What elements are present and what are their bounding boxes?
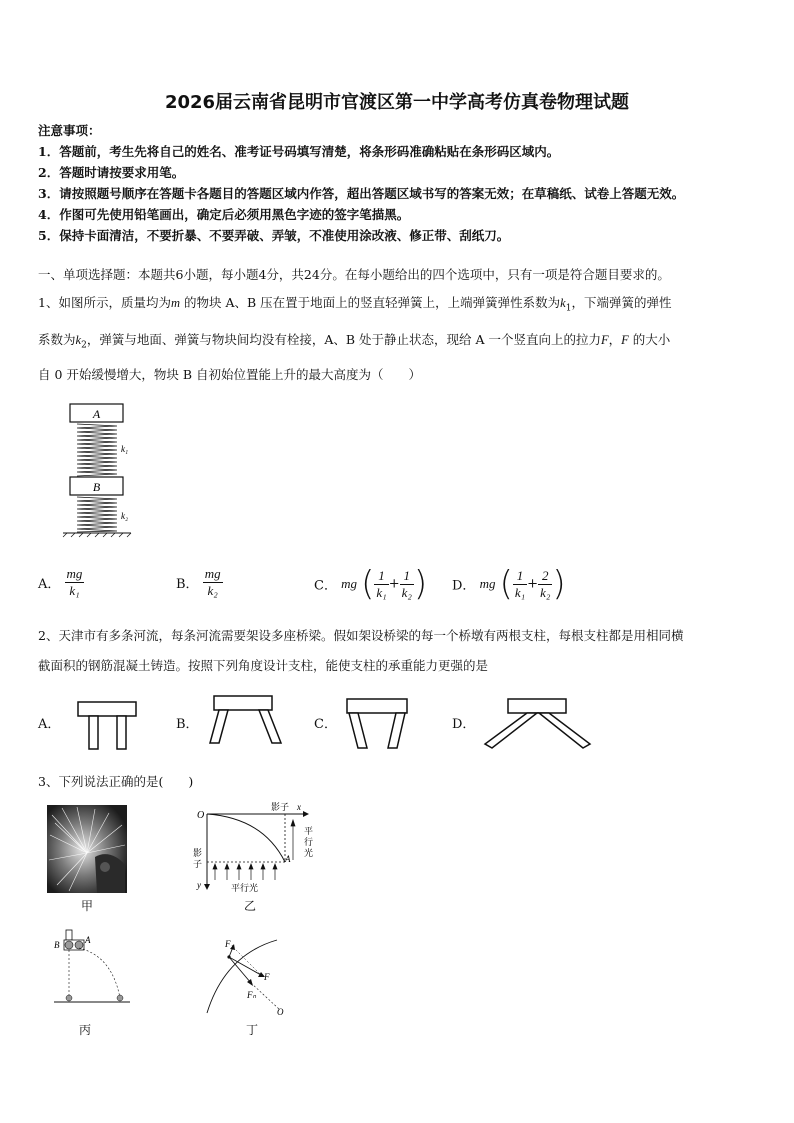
svg-text:y: y [197, 880, 201, 890]
block-b-label: B [92, 480, 101, 494]
svg-text:O: O [197, 810, 205, 821]
svg-text:平: 平 [304, 826, 314, 836]
svg-text:平行光: 平行光 [231, 883, 259, 893]
q1-line-3: 自 0 开始缓慢增大，物块 B 自初始位置能上升的最大高度为（ ） [38, 367, 422, 382]
q1-option-b[interactable]: B． $\frac{mg}{\text{k₂}}$ [176, 566, 221, 598]
falling-balls-figure [52, 928, 132, 1008]
svg-text:Fₙ: Fₙ [247, 990, 257, 1000]
notice-item: 1．答题前，考生先将自己的姓名、准考证号码填写清楚，将条形码准确粘贴在条形码区域内。 [38, 144, 560, 159]
q2-pillar-figure-c [343, 697, 413, 751]
figure-caption-jia: 甲 [80, 899, 93, 913]
notice-heading: 注意事项： [38, 123, 101, 138]
notice-item: 3．请按照题号顺序在答题卡各题目的答题区域内作答，超出答题区域书写的答案无效；在草稿纸、试卷上答题无效。 [38, 186, 685, 201]
section-heading: 一、单项选择题：本题共6小题，每小题4分，共24分。在每小题给出的四个选项中，只有一项是符合题目要求的。 [38, 267, 670, 282]
q1-option-a[interactable]: A． $\frac{mg}{\text{k₁}}$ [38, 566, 83, 598]
svg-text:B: B [54, 940, 60, 950]
q2-option-d[interactable]: D． [452, 717, 476, 732]
figure-caption-ding: 丁 [245, 1023, 258, 1037]
curved-motion-figure [205, 935, 295, 1020]
svg-text:影: 影 [193, 848, 203, 858]
svg-text:光: 光 [304, 848, 314, 858]
sparks-photo [47, 805, 127, 893]
spring-k1-label: k₁ [121, 444, 129, 454]
q1-line-1: 1、如图所示，质量均为m 的物块 A、B 压在置于地面上的竖直轻弹簧上，上端弹簧弹性系数为$k_1$，下端弹簧的弹性 [38, 295, 672, 314]
svg-text:A: A [285, 854, 291, 864]
q2-option-a[interactable]: A． [38, 717, 61, 732]
q2-line-1: 2、天津市有多条河流，每条河流需要架设多座桥梁。假如架设桥梁的每一个桥墩有两根支柱，每根支柱都是用相同横 [38, 628, 684, 643]
spring-k2-label: k₂ [121, 511, 129, 521]
block-a-label: A [92, 407, 101, 421]
svg-text:O: O [277, 1007, 284, 1017]
svg-text:影子: 影子 [271, 802, 290, 812]
notice-item: 4．作图可先使用铅笔画出，确定后必须用黑色字迹的签字笔描黑。 [38, 207, 410, 222]
notice-item: 2．答题时请按要求用笔。 [38, 165, 185, 180]
q1-line-2: 系数为$k_2$，弹簧与地面、弹簧与物块间均没有栓接，A、B 处于静止状态，现给 A 一个竖直向上的拉力F，F 的大小 [38, 332, 671, 351]
figure-caption-yi: 乙 [243, 899, 256, 913]
q2-pillar-figure-a [76, 700, 140, 752]
figure-caption-bing: 丙 [78, 1023, 91, 1037]
q2-line-2: 截面积的钢筋混凝土铸造。按照下列角度设计支柱，能使支柱的承重能力更强的是 [38, 658, 489, 673]
q1-spring-figure [55, 398, 145, 538]
projectile-shadow-figure [193, 800, 323, 895]
svg-text:A: A [85, 935, 91, 945]
q2-option-c[interactable]: C． [314, 717, 337, 732]
q1-option-d[interactable]: D． mg ( $\frac{1}{\text{k₁}}$ + $\frac{2}{\text{k₂}}$ ) [452, 564, 566, 604]
svg-text:x: x [297, 802, 301, 812]
notice-item: 5．保持卡面清洁，不要折暴、不要弄破、弄皱，不准使用涂改液、修正带、刮纸刀。 [38, 228, 510, 243]
q1-option-c[interactable]: C． mg ( $\frac{1}{\text{k₁}}$ + $\frac{1}{\text{k₂}}$ ) [314, 564, 428, 604]
q2-option-b[interactable]: B． [176, 717, 199, 732]
q2-pillar-figure-b [205, 694, 285, 746]
page-title: 2026届云南省昆明市官渡区第一中学高考仿真卷物理试题 [164, 92, 630, 113]
svg-text:F₁: F₁ [225, 939, 234, 949]
svg-text:F: F [264, 972, 270, 982]
svg-text:子: 子 [193, 859, 203, 869]
q2-pillar-figure-d [483, 697, 593, 751]
svg-text:行: 行 [304, 837, 314, 847]
q3-stem: 3、下列说法正确的是( ) [38, 774, 194, 789]
